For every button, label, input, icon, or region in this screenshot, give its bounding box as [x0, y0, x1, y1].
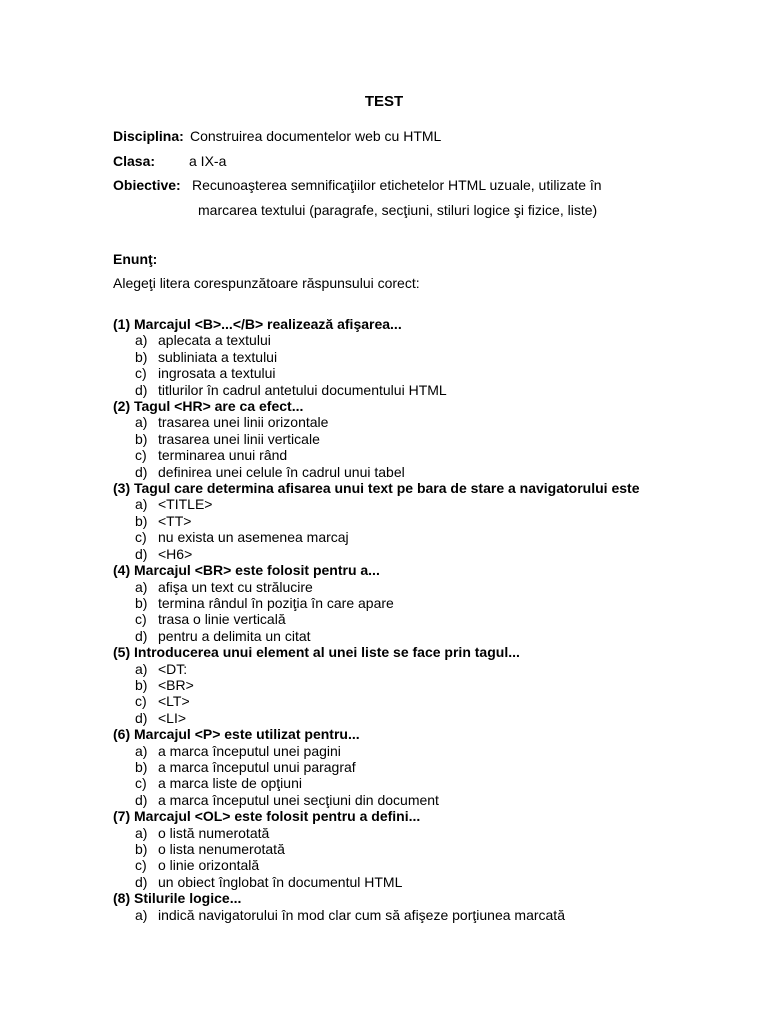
disciplina-value: Construirea documentelor web cu HTML — [190, 128, 442, 144]
option-text: <LT> — [158, 693, 190, 710]
option-letter: a) — [135, 906, 148, 923]
option-letter: a) — [135, 496, 148, 513]
clasa-value: a IX-a — [189, 153, 227, 169]
answer-option — [113, 677, 673, 693]
answer-option — [113, 857, 673, 873]
option-letter: a) — [135, 578, 148, 595]
option-letter: d) — [135, 627, 148, 644]
answer-option — [113, 365, 673, 381]
option-text: trasa o linie verticală — [158, 611, 286, 628]
option-letter: c) — [135, 693, 147, 710]
question-8: (8) Stilurile logice... — [113, 890, 242, 907]
option-letter: a) — [135, 660, 148, 677]
answer-option — [113, 693, 673, 709]
answer-option — [113, 464, 673, 480]
document-title: TEST — [364, 93, 404, 110]
answer-option — [113, 579, 673, 595]
option-text: ingrosata a textului — [158, 365, 276, 382]
answer-option — [113, 382, 673, 398]
answer-option — [113, 546, 673, 562]
answer-option — [113, 874, 673, 890]
option-letter: d) — [135, 873, 148, 890]
answer-option — [113, 414, 673, 430]
option-text: aplecata a textului — [158, 332, 271, 349]
option-text: pentru a delimita un citat — [158, 627, 311, 644]
disciplina-label: Disciplina: — [113, 128, 184, 144]
option-text: o lista nenumerotată — [158, 841, 285, 857]
option-text: trasarea unei linii orizontale — [158, 414, 329, 431]
option-letter: d) — [135, 381, 148, 398]
option-letter: c) — [135, 365, 147, 382]
option-text: <H6> — [158, 545, 193, 562]
option-letter: c) — [135, 447, 147, 464]
answer-option — [113, 661, 673, 677]
option-letter: c) — [135, 611, 147, 628]
option-letter: b) — [135, 512, 148, 529]
enunt-heading: Enunţ: — [113, 251, 158, 267]
option-text: definirea unei celule în cadrul unui tabel — [158, 463, 405, 480]
option-text: afişa un text cu strălucire — [158, 578, 313, 595]
option-letter: c) — [135, 775, 147, 792]
question-6: (6) Marcajul <P> este utilizat pentru... — [113, 726, 360, 743]
option-text: o listă numerotată — [158, 824, 270, 841]
option-text: <TT> — [158, 512, 192, 529]
question-2: (2) Tagul <HR> are ca efect... — [113, 398, 304, 415]
option-letter: a) — [135, 414, 148, 431]
answer-option — [113, 628, 673, 644]
option-text: a marca începutul unei pagini — [158, 742, 341, 759]
option-letter: b) — [135, 594, 148, 611]
option-text: <LI> — [158, 709, 187, 726]
answer-option — [113, 332, 673, 348]
question-1: (1) Marcajul <B>...</B> realizează afişarea... — [113, 316, 402, 332]
option-letter: c) — [135, 529, 147, 546]
option-text: a marca începutul unei secţiuni din document — [158, 791, 439, 808]
clasa-label: Clasa: — [113, 153, 156, 169]
option-text: un obiect înglobat în documentul HTML — [158, 873, 403, 890]
option-text: termina rândul în poziţia în care apare — [158, 594, 394, 611]
instruction-text: Alegeţi litera corespunzătoare răspunsului corect: — [113, 275, 420, 291]
option-letter: d) — [135, 709, 148, 726]
answer-option — [113, 759, 673, 775]
question-4: (4) Marcajul <BR> este folosit pentru a... — [113, 562, 380, 579]
option-text: a marca începutul unui paragraf — [158, 758, 356, 775]
option-letter: a) — [135, 824, 148, 841]
option-letter: c) — [135, 857, 147, 874]
answer-option — [113, 349, 673, 365]
obiective-line-2: marcarea textului (paragrafe, secţiuni, stiluri logice şi fizice, liste) — [198, 202, 598, 218]
answer-option — [113, 743, 673, 759]
question-list — [113, 316, 673, 923]
answer-option — [113, 841, 673, 857]
option-text: <BR> — [158, 676, 194, 693]
option-text: subliniata a textului — [158, 348, 278, 365]
option-text: titlurilor în cadrul antetului documentului HTML — [158, 381, 447, 398]
answer-option — [113, 775, 673, 791]
answer-option — [113, 431, 673, 447]
option-letter: a) — [135, 742, 148, 759]
option-text: a marca liste de opţiuni — [158, 775, 302, 792]
question-3: (3) Tagul care determina afisarea unui text pe bara de stare a navigatorului este — [113, 480, 640, 497]
answer-option — [113, 907, 673, 923]
answer-option — [113, 710, 673, 726]
option-letter: b) — [135, 430, 148, 447]
option-text: <TITLE> — [158, 496, 213, 513]
question-7: (7) Marcajul <OL> este folosit pentru a defini... — [113, 808, 421, 825]
obiective-label: Obiective: — [113, 177, 181, 193]
option-text: <DT: — [158, 660, 188, 677]
option-text: o linie orizontală — [158, 857, 260, 874]
option-letter: d) — [135, 791, 148, 808]
option-letter: a) — [135, 332, 148, 349]
answer-option — [113, 595, 673, 611]
option-letter: b) — [135, 348, 148, 365]
option-letter: d) — [135, 463, 148, 480]
answer-option — [113, 513, 673, 529]
option-letter: b) — [135, 758, 148, 775]
answer-option — [113, 792, 673, 808]
answer-option — [113, 825, 673, 841]
option-letter: b) — [135, 841, 148, 857]
obiective-line-1: Recunoaşterea semnificaţiilor etichetelor HTML uzuale, utilizate în — [192, 177, 602, 193]
option-letter: b) — [135, 676, 148, 693]
answer-option — [113, 611, 673, 627]
answer-option — [113, 447, 673, 463]
answer-option — [113, 496, 673, 512]
option-text: trasarea unei linii verticale — [158, 430, 320, 447]
option-letter: d) — [135, 545, 148, 562]
question-5: (5) Introducerea unui element al unei liste se face prin tagul... — [113, 644, 520, 661]
option-text: indică navigatorului în mod clar cum să afişeze porţiunea marcată — [158, 906, 565, 923]
option-text: terminarea unui rând — [158, 447, 288, 464]
option-text: nu exista un asemenea marcaj — [158, 529, 349, 546]
answer-option — [113, 529, 673, 545]
